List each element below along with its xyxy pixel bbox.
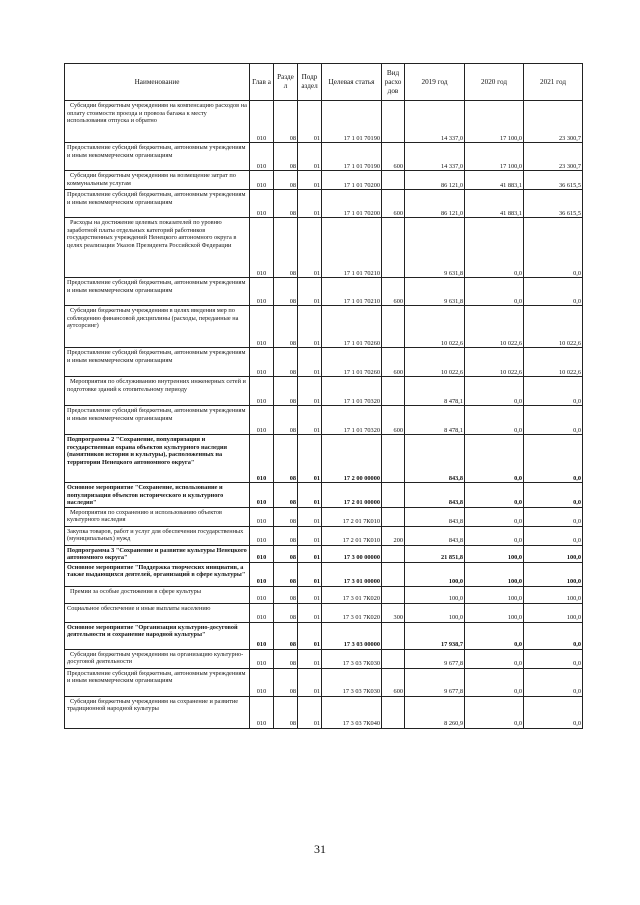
cell-razdel: 08 (274, 278, 298, 306)
cell-y2019: 8 478,1 (405, 377, 465, 406)
cell-podrazdel: 01 (298, 348, 322, 377)
cell-glava: 010 (250, 406, 274, 435)
header-podrazdel: Подр аздел (298, 64, 322, 101)
cell-razdel: 08 (274, 507, 298, 526)
cell-name: Мероприятия по сохранению и использованию объектов культурного наследия (65, 507, 250, 526)
cell-article: 17 1 01 70260 (322, 306, 382, 348)
cell-glava: 010 (250, 668, 274, 696)
cell-y2020: 0,0 (465, 218, 524, 278)
cell-article: 17 3 03 7К040 (322, 696, 382, 728)
cell-name: Подпрограмма 3 "Сохранение и развитие культуры Ненецкого автономного округа" (65, 545, 250, 562)
cell-article: 17 3 03 7К030 (322, 649, 382, 668)
table-row (65, 348, 583, 377)
table-row (65, 143, 583, 171)
cell-vid (382, 545, 405, 562)
table-row (65, 668, 583, 696)
cell-podrazdel: 01 (298, 218, 322, 278)
cell-name: Предоставление субсидий бюджетным, автономным учреждениям и иным некоммерческим организациям (65, 278, 250, 306)
table-row (65, 603, 583, 622)
header-razdel: Разде л (274, 64, 298, 101)
cell-glava: 010 (250, 507, 274, 526)
cell-article: 17 1 01 70210 (322, 278, 382, 306)
cell-razdel: 08 (274, 101, 298, 143)
cell-y2020: 0,0 (465, 507, 524, 526)
table-row (65, 507, 583, 526)
cell-podrazdel: 01 (298, 406, 322, 435)
cell-y2020: 0,0 (465, 526, 524, 545)
cell-y2019: 100,0 (405, 562, 465, 586)
cell-name: Субсидии бюджетным учреждениям на сохранение и развитие традиционной народной культуры (65, 696, 250, 728)
cell-podrazdel: 01 (298, 622, 322, 649)
cell-glava: 010 (250, 171, 274, 190)
cell-podrazdel: 01 (298, 435, 322, 483)
table-row (65, 377, 583, 406)
cell-y2019: 17 938,7 (405, 622, 465, 649)
cell-glava: 010 (250, 562, 274, 586)
cell-y2021: 0,0 (524, 483, 583, 508)
header-glava: Глав а (250, 64, 274, 101)
cell-y2020: 0,0 (465, 649, 524, 668)
table-row (65, 622, 583, 649)
cell-podrazdel: 01 (298, 649, 322, 668)
cell-name: Основное мероприятие "Сохранение, использование и популяризация объектов исторического и культурного наследия" (65, 483, 250, 508)
cell-name: Субсидии бюджетным учреждениям на возмещение затрат по коммунальным услугам (65, 171, 250, 190)
cell-article: 17 3 01 7К020 (322, 586, 382, 603)
table-row (65, 278, 583, 306)
cell-podrazdel: 01 (298, 483, 322, 508)
cell-vid (382, 696, 405, 728)
cell-vid (382, 306, 405, 348)
cell-glava: 010 (250, 101, 274, 143)
cell-y2019: 86 121,0 (405, 171, 465, 190)
cell-article: 17 2 00 00000 (322, 435, 382, 483)
cell-article: 17 3 01 00000 (322, 562, 382, 586)
cell-name: Предоставление субсидий бюджетным, автономным учреждениям и иным некоммерческим организациям (65, 190, 250, 218)
cell-razdel: 08 (274, 377, 298, 406)
cell-y2020: 17 100,0 (465, 101, 524, 143)
cell-vid (382, 507, 405, 526)
cell-name: Предоставление субсидий бюджетным, автономным учреждениям и иным некоммерческим организациям (65, 406, 250, 435)
cell-glava: 010 (250, 545, 274, 562)
cell-razdel: 08 (274, 649, 298, 668)
cell-y2020: 0,0 (465, 483, 524, 508)
cell-name: Премии за особые достижения в сфере культуры (65, 586, 250, 603)
cell-y2019: 14 337,0 (405, 143, 465, 171)
cell-y2019: 9 677,8 (405, 649, 465, 668)
cell-glava: 010 (250, 622, 274, 649)
cell-glava: 010 (250, 306, 274, 348)
header-2019: 2019 год (405, 64, 465, 101)
cell-razdel: 08 (274, 190, 298, 218)
header-vid: Вид расхо дов (382, 64, 405, 101)
header-2021: 2021 год (524, 64, 583, 101)
cell-name: Основное мероприятие "Организация культурно-досуговой деятельности и сохранение народной культуры" (65, 622, 250, 649)
cell-article: 17 1 01 70260 (322, 348, 382, 377)
cell-article: 17 2 01 00000 (322, 483, 382, 508)
table-row (65, 190, 583, 218)
cell-y2019: 843,8 (405, 507, 465, 526)
header-name: Наименование (65, 64, 250, 101)
cell-podrazdel: 01 (298, 190, 322, 218)
table-row (65, 526, 583, 545)
cell-name: Предоставление субсидий бюджетным, автономным учреждениям и иным некоммерческим организациям (65, 348, 250, 377)
cell-y2019: 8 478,1 (405, 406, 465, 435)
cell-y2021: 100,0 (524, 603, 583, 622)
cell-y2020: 0,0 (465, 696, 524, 728)
table-row (65, 306, 583, 348)
budget-table (64, 63, 583, 729)
cell-article: 17 1 01 70190 (322, 101, 382, 143)
cell-razdel: 08 (274, 603, 298, 622)
cell-name: Субсидии бюджетным учреждениям на организацию культурно-досуговой деятельности (65, 649, 250, 668)
cell-podrazdel: 01 (298, 668, 322, 696)
cell-vid (382, 435, 405, 483)
cell-name: Субсидии бюджетным учреждениям на компенсацию расходов на оплату стоимости проезда и провоза багажа к месту использования отпуска и обратно (65, 101, 250, 143)
cell-podrazdel: 01 (298, 171, 322, 190)
page-number: 31 (314, 842, 326, 856)
cell-y2020: 100,0 (465, 603, 524, 622)
cell-article: 17 3 01 7К020 (322, 603, 382, 622)
cell-y2020: 10 022,6 (465, 348, 524, 377)
cell-glava: 010 (250, 435, 274, 483)
cell-y2021: 100,0 (524, 562, 583, 586)
cell-name: Основное мероприятие "Поддержка творческих инициатив, а также выдающихся деятелей, организаций в сфере культуры" (65, 562, 250, 586)
cell-glava: 010 (250, 483, 274, 508)
cell-article: 17 3 03 7К030 (322, 668, 382, 696)
cell-y2020: 41 883,1 (465, 171, 524, 190)
cell-y2021: 0,0 (524, 668, 583, 696)
cell-article: 17 3 03 00000 (322, 622, 382, 649)
cell-name: Социальное обеспечение и иные выплаты населению (65, 603, 250, 622)
cell-razdel: 08 (274, 171, 298, 190)
cell-y2019: 8 260,9 (405, 696, 465, 728)
cell-vid (382, 218, 405, 278)
cell-y2021: 0,0 (524, 406, 583, 435)
cell-y2021: 0,0 (524, 526, 583, 545)
cell-podrazdel: 01 (298, 545, 322, 562)
cell-y2020: 0,0 (465, 435, 524, 483)
cell-y2019: 21 851,8 (405, 545, 465, 562)
cell-y2019: 10 022,6 (405, 348, 465, 377)
cell-y2019: 100,0 (405, 586, 465, 603)
cell-name: Предоставление субсидий бюджетным, автономным учреждениям и иным некоммерческим организациям (65, 668, 250, 696)
cell-y2019: 843,8 (405, 483, 465, 508)
table-row (65, 435, 583, 483)
cell-razdel: 08 (274, 348, 298, 377)
cell-podrazdel: 01 (298, 377, 322, 406)
cell-y2020: 17 100,0 (465, 143, 524, 171)
cell-vid: 600 (382, 348, 405, 377)
cell-y2019: 100,0 (405, 603, 465, 622)
cell-y2019: 9 631,8 (405, 218, 465, 278)
cell-vid (382, 101, 405, 143)
cell-vid: 200 (382, 526, 405, 545)
table-row (65, 218, 583, 278)
table-row (65, 562, 583, 586)
cell-razdel: 08 (274, 218, 298, 278)
cell-y2019: 9 677,8 (405, 668, 465, 696)
cell-y2020: 0,0 (465, 377, 524, 406)
cell-y2019: 9 631,8 (405, 278, 465, 306)
cell-glava: 010 (250, 526, 274, 545)
cell-glava: 010 (250, 190, 274, 218)
cell-razdel: 08 (274, 526, 298, 545)
cell-y2021: 0,0 (524, 278, 583, 306)
cell-article: 17 2 01 7К010 (322, 526, 382, 545)
cell-y2019: 843,8 (405, 526, 465, 545)
cell-y2021: 0,0 (524, 696, 583, 728)
cell-vid (382, 171, 405, 190)
cell-podrazdel: 01 (298, 603, 322, 622)
cell-name: Предоставление субсидий бюджетным, автономным учреждениям и иным некоммерческим организациям (65, 143, 250, 171)
cell-glava: 010 (250, 649, 274, 668)
cell-article: 17 1 01 70190 (322, 143, 382, 171)
cell-vid: 300 (382, 603, 405, 622)
cell-vid (382, 377, 405, 406)
cell-article: 17 1 01 70320 (322, 377, 382, 406)
cell-razdel: 08 (274, 562, 298, 586)
cell-y2019: 14 337,0 (405, 101, 465, 143)
table-body (65, 101, 583, 729)
cell-y2020: 0,0 (465, 622, 524, 649)
table-row (65, 649, 583, 668)
cell-y2021: 0,0 (524, 622, 583, 649)
table-header-row (65, 64, 583, 101)
cell-y2021: 0,0 (524, 218, 583, 278)
budget-table-container (64, 63, 582, 729)
cell-razdel: 08 (274, 143, 298, 171)
header-2020: 2020 год (465, 64, 524, 101)
cell-vid: 600 (382, 668, 405, 696)
cell-y2021: 0,0 (524, 377, 583, 406)
cell-y2019: 86 121,0 (405, 190, 465, 218)
cell-y2020: 0,0 (465, 278, 524, 306)
cell-vid (382, 562, 405, 586)
table-row (65, 406, 583, 435)
cell-glava: 010 (250, 586, 274, 603)
cell-podrazdel: 01 (298, 507, 322, 526)
table-row (65, 696, 583, 728)
cell-y2021: 0,0 (524, 649, 583, 668)
cell-name: Подпрограмма 2 "Сохранение, популяризация и государственная охрана объектов культурного наследия (памятников истории и культуры), расположенных на территории Ненецкого автономного округа" (65, 435, 250, 483)
cell-y2021: 0,0 (524, 435, 583, 483)
cell-article: 17 1 01 70200 (322, 171, 382, 190)
cell-y2020: 100,0 (465, 562, 524, 586)
cell-y2020: 0,0 (465, 406, 524, 435)
cell-article: 17 3 00 00000 (322, 545, 382, 562)
cell-vid (382, 649, 405, 668)
cell-podrazdel: 01 (298, 278, 322, 306)
cell-podrazdel: 01 (298, 526, 322, 545)
cell-y2021: 10 022,6 (524, 348, 583, 377)
cell-podrazdel: 01 (298, 586, 322, 603)
cell-glava: 010 (250, 278, 274, 306)
cell-article: 17 1 01 70320 (322, 406, 382, 435)
cell-glava: 010 (250, 143, 274, 171)
cell-y2020: 0,0 (465, 668, 524, 696)
cell-y2021: 36 615,5 (524, 190, 583, 218)
cell-razdel: 08 (274, 306, 298, 348)
cell-vid (382, 622, 405, 649)
cell-vid (382, 483, 405, 508)
cell-podrazdel: 01 (298, 306, 322, 348)
cell-y2020: 10 022,6 (465, 306, 524, 348)
cell-y2020: 100,0 (465, 586, 524, 603)
cell-glava: 010 (250, 348, 274, 377)
cell-glava: 010 (250, 218, 274, 278)
cell-podrazdel: 01 (298, 562, 322, 586)
cell-y2019: 843,8 (405, 435, 465, 483)
cell-vid: 600 (382, 278, 405, 306)
cell-glava: 010 (250, 603, 274, 622)
cell-y2021: 36 615,5 (524, 171, 583, 190)
table-row (65, 545, 583, 562)
cell-razdel: 08 (274, 668, 298, 696)
cell-razdel: 08 (274, 622, 298, 649)
cell-name: Закупка товаров, работ и услуг для обеспечения государственных (муниципальных) нужд (65, 526, 250, 545)
cell-podrazdel: 01 (298, 101, 322, 143)
cell-razdel: 08 (274, 696, 298, 728)
cell-vid: 600 (382, 406, 405, 435)
cell-name: Субсидии бюджетным учреждениям в целях введения мер по соблюдению финансовой дисциплины (расходы, переданные на аутсорсинг) (65, 306, 250, 348)
table-row (65, 586, 583, 603)
table-row (65, 171, 583, 190)
table-row (65, 101, 583, 143)
cell-podrazdel: 01 (298, 696, 322, 728)
cell-y2020: 100,0 (465, 545, 524, 562)
table-row (65, 483, 583, 508)
cell-article: 17 1 01 70210 (322, 218, 382, 278)
cell-article: 17 2 01 7К010 (322, 507, 382, 526)
cell-razdel: 08 (274, 483, 298, 508)
cell-y2021: 100,0 (524, 586, 583, 603)
cell-razdel: 08 (274, 435, 298, 483)
cell-y2019: 10 022,6 (405, 306, 465, 348)
cell-razdel: 08 (274, 545, 298, 562)
cell-y2021: 0,0 (524, 507, 583, 526)
cell-y2020: 41 883,1 (465, 190, 524, 218)
cell-name: Расходы на достижение целевых показателей по уровню заработной платы отдельных категорий работников государственных учреждений Ненецкого автономного округа в целях реализации Указов Президента Российской Федерации (65, 218, 250, 278)
cell-podrazdel: 01 (298, 143, 322, 171)
cell-glava: 010 (250, 696, 274, 728)
cell-name: Мероприятия по обслуживанию внутренних инженерных сетей и подготовке зданий к отопительному периоду (65, 377, 250, 406)
cell-vid: 600 (382, 143, 405, 171)
cell-y2021: 100,0 (524, 545, 583, 562)
cell-y2021: 10 022,6 (524, 306, 583, 348)
cell-razdel: 08 (274, 406, 298, 435)
cell-vid (382, 586, 405, 603)
cell-vid: 600 (382, 190, 405, 218)
cell-razdel: 08 (274, 586, 298, 603)
header-article: Целевая статья (322, 64, 382, 101)
cell-y2021: 23 300,7 (524, 143, 583, 171)
cell-article: 17 1 01 70200 (322, 190, 382, 218)
cell-y2021: 23 300,7 (524, 101, 583, 143)
cell-glava: 010 (250, 377, 274, 406)
